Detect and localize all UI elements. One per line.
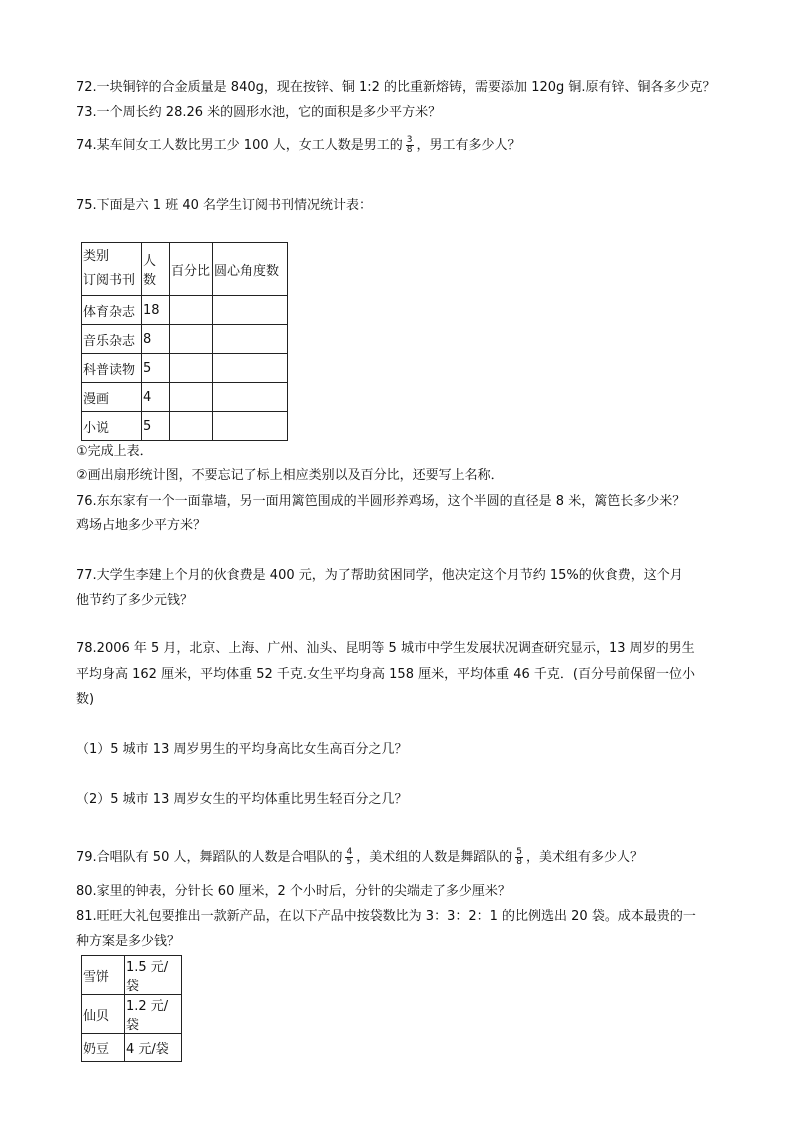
table-row xyxy=(82,383,288,412)
product-price-cell: 1.2 元/袋 xyxy=(125,995,182,1034)
percent-cell xyxy=(170,383,213,412)
table-row xyxy=(82,296,288,325)
angle-cell xyxy=(213,412,288,441)
percent-cell xyxy=(170,354,213,383)
table-row xyxy=(82,354,288,383)
question-77-line-1: 77.大学生李建上个月的伙食费是 400 元，为了帮助贫困同学，他决定这个月节约 15%的伙食费，这个月 xyxy=(76,568,683,583)
question-76-line-1: 76.东东家有一个一面靠墙，另一面用篱笆围成的半圆形养鸡场，这个半圆的直径是 8 米，篱笆长多少米？ xyxy=(76,494,686,509)
question-77-line-2: 他节约了多少元钱？ xyxy=(76,593,194,608)
product-price-cell: 4 元/袋 xyxy=(125,1034,182,1062)
table-row xyxy=(82,412,288,441)
question-81-line-1: 81.旺旺大礼包要推出一款新产品，在以下产品中按袋数比为 3：3：2：1 的比例选出 20 袋。成本最贵的一 xyxy=(76,909,696,924)
question-72: 72.一块铜锌的合金质量是 840g，现在按锌、铜 1:2 的比重新熔铸，需要添加 120g 铜.原有锌、铜各多少克？ xyxy=(76,80,716,95)
angle-cell xyxy=(213,296,288,325)
count-cell: 5 xyxy=(142,412,170,441)
fraction-3-8: $\frac{3}{8}$ xyxy=(406,135,413,155)
product-name-cell: 雪饼 xyxy=(82,956,125,995)
table-row xyxy=(82,1034,182,1062)
percent-cell xyxy=(170,412,213,441)
category-cell: 体育杂志 xyxy=(82,296,142,325)
header-category-bottom: 订阅书刊 xyxy=(83,273,136,288)
q74-text-after: ，男工有多少人？ xyxy=(416,138,521,153)
header-category-top: 类别 xyxy=(83,249,110,264)
q75-task-2: ②画出扇形统计图，不要忘记了标上相应类别以及百分比，还要写上名称． xyxy=(76,468,504,483)
percent-cell xyxy=(170,296,213,325)
question-80: 80.家里的钟表，分针长 60 厘米，2 个小时后，分针的尖端走了多少厘米？ xyxy=(76,884,511,899)
angle-cell xyxy=(213,325,288,354)
header-angle: 圆心角度数 xyxy=(213,243,288,296)
q75-task-1: ①完成上表． xyxy=(76,444,153,459)
q79-text-after: ，美术组有多少人？ xyxy=(525,850,643,865)
count-cell: 4 xyxy=(142,383,170,412)
question-81-line-2: 种方案是多少钱？ xyxy=(76,934,181,949)
price-table xyxy=(81,955,182,1062)
header-category-cell xyxy=(82,243,142,296)
subscription-table xyxy=(81,242,288,441)
question-74 xyxy=(76,136,521,155)
count-cell: 18 xyxy=(142,296,170,325)
product-name-cell: 奶豆 xyxy=(82,1034,125,1062)
question-75: 75.下面是六 1 班 40 名学生订阅书刊情况统计表： xyxy=(76,198,373,213)
question-78-line-2: 平均身高 162 厘米，平均体重 52 千克.女生平均身高 158 厘米，平均体重 46 千克．(百分号前保留一位小 xyxy=(76,667,695,682)
percent-cell xyxy=(170,325,213,354)
angle-cell xyxy=(213,383,288,412)
q74-text-before: 74.某车间女工人数比男工少 100 人，女工人数是男工的 xyxy=(76,138,403,153)
product-price-cell: 1.5 元/袋 xyxy=(125,956,182,995)
table-header-row xyxy=(82,243,288,296)
question-78-sub-2: （2）5 城市 13 周岁女生的平均体重比男生轻百分之几？ xyxy=(76,792,408,807)
table-row xyxy=(82,956,182,995)
category-cell: 音乐杂志 xyxy=(82,325,142,354)
category-cell: 小说 xyxy=(82,412,142,441)
question-78-line-3: 数) xyxy=(76,692,95,707)
fraction-4-5: $\frac{4}{5}$ xyxy=(346,847,353,867)
question-73: 73.一个周长约 28.26 米的圆形水池，它的面积是多少平方米？ xyxy=(76,105,442,120)
angle-cell xyxy=(213,354,288,383)
category-cell: 科普读物 xyxy=(82,354,142,383)
table-row xyxy=(82,325,288,354)
question-78-line-1: 78.2006 年 5 月，北京、上海、广州、汕头、昆明等 5 城市中学生发展状况调查研究显示，13 周岁的男生 xyxy=(76,641,695,656)
product-name-cell: 仙贝 xyxy=(82,995,125,1034)
header-count: 人数 xyxy=(142,243,170,296)
table-row xyxy=(82,995,182,1034)
question-79 xyxy=(76,848,643,867)
count-cell: 5 xyxy=(142,354,170,383)
question-76-line-2: 鸡场占地多少平方米？ xyxy=(76,518,207,533)
q79-text-middle: ，美术组的人数是舞蹈队的 xyxy=(356,850,513,865)
category-cell: 漫画 xyxy=(82,383,142,412)
fraction-5-8: $\frac{5}{8}$ xyxy=(516,847,522,867)
count-cell: 8 xyxy=(142,325,170,354)
q79-text-before: 79.合唱队有 50 人，舞蹈队的人数是合唱队的 xyxy=(76,850,343,865)
question-78-sub-1: （1）5 城市 13 周岁男生的平均身高比女生高百分之几？ xyxy=(76,742,408,757)
header-percent: 百分比 xyxy=(170,243,213,296)
